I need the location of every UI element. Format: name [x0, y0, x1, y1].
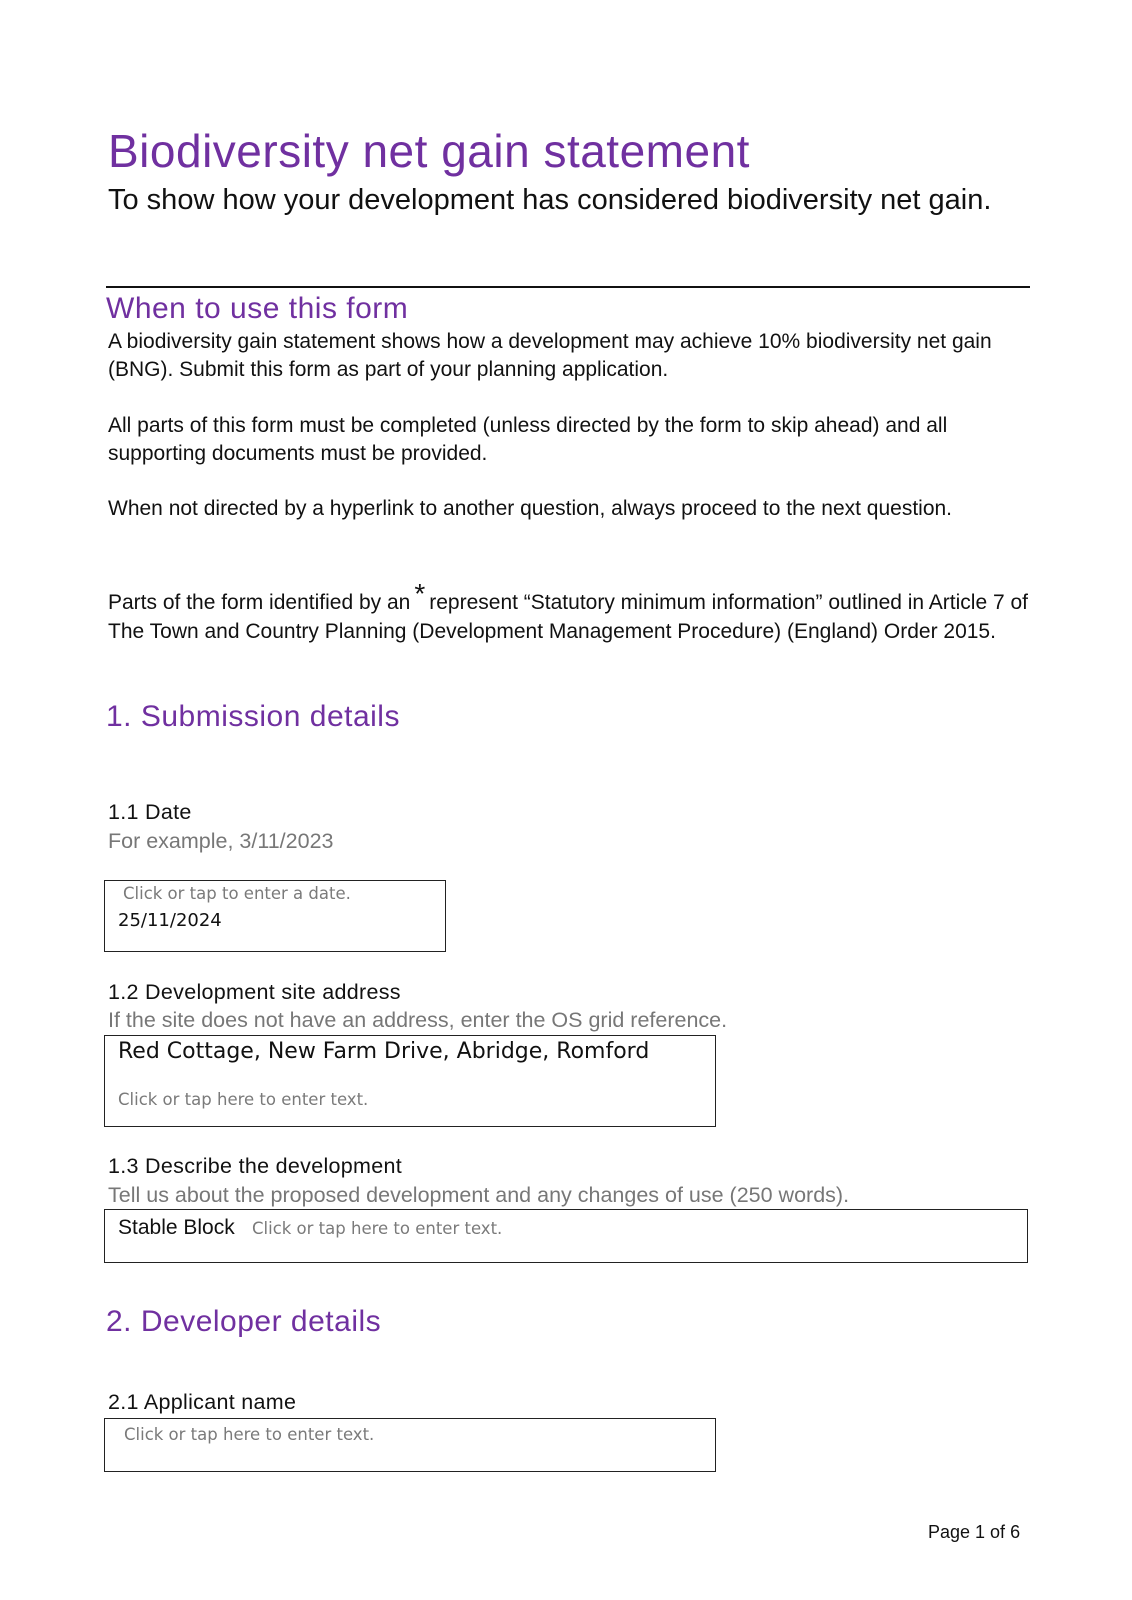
applicant-name-placeholder: Click or tap here to enter text.	[124, 1425, 375, 1444]
site-address-value: Red Cottage, New Farm Drive, Abridge, Romford	[118, 1039, 650, 1064]
section-1-heading: 1. Submission details	[106, 700, 400, 733]
site-address-field[interactable]	[104, 1035, 716, 1127]
date-field[interactable]	[104, 880, 446, 952]
site-address-hint: If the site does not have an address, enter the OS grid reference.	[108, 1008, 728, 1032]
date-placeholder: Click or tap to enter a date.	[123, 884, 351, 903]
asterisk-marker: *	[414, 578, 426, 609]
page-number: Page 1 of 6	[928, 1522, 1021, 1542]
applicant-name-field[interactable]	[104, 1418, 716, 1472]
date-value: 25/11/2024	[118, 910, 222, 931]
site-address-label: 1.2 Development site address	[108, 980, 401, 1004]
intro-paragraph-3: When not directed by a hyperlink to another question, always proceed to the next question.	[108, 497, 953, 520]
intro-paragraph-1: A biodiversity gain statement shows how a development may achieve 10% biodiversity net gain (BNG). Submit this form as part of your planning application.	[108, 330, 992, 381]
page-title: Biodiversity net gain statement	[108, 125, 750, 177]
development-description-value: Stable Block	[118, 1216, 235, 1239]
statutory-note-rest: represent “Statutory minimum information” outlined in Article 7 of The Town and Country Planning (Development Management Procedure) (England) Order 2015.	[108, 591, 1028, 643]
page-subtitle: To show how your development has considered biodiversity net gain.	[108, 184, 992, 216]
development-description-placeholder: Click or tap here to enter text.	[252, 1219, 503, 1238]
development-description-label: 1.3 Describe the development	[108, 1154, 403, 1178]
title-divider	[106, 286, 1030, 288]
date-label: 1.1 Date	[108, 800, 192, 824]
site-address-placeholder: Click or tap here to enter text.	[118, 1090, 369, 1109]
when-to-use-heading: When to use this form	[106, 292, 409, 325]
development-description-field[interactable]	[104, 1209, 1028, 1263]
intro-paragraph-4	[108, 578, 1028, 646]
applicant-name-label: 2.1 Applicant name	[108, 1390, 297, 1414]
development-description-hint: Tell us about the proposed development and any changes of use (250 words).	[108, 1183, 850, 1207]
intro-paragraph-2: All parts of this form must be completed (unless directed by the form to skip ahead) and all supporting documents must be provided.	[108, 414, 948, 465]
section-2-heading: 2. Developer details	[106, 1305, 382, 1338]
date-hint: For example, 3/11/2023	[108, 829, 334, 853]
statutory-note-lead: Parts of the form identified by an	[108, 591, 411, 614]
